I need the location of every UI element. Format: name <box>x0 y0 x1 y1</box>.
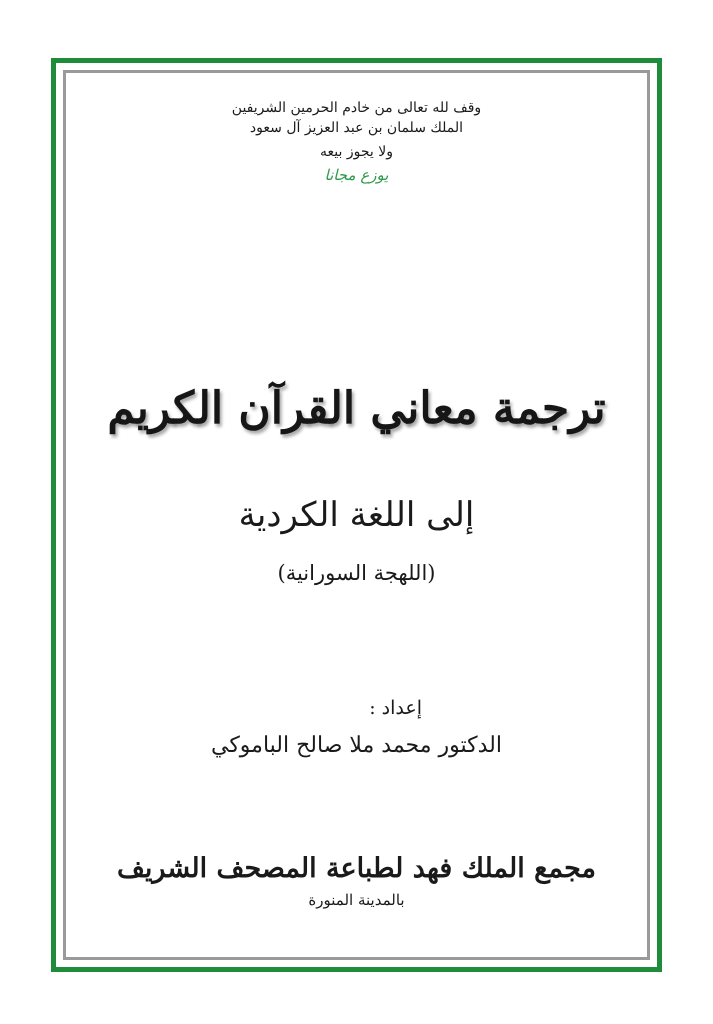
main-title: ترجمة معاني القرآن الكريم <box>107 383 606 434</box>
page-frame-outer <box>51 58 662 972</box>
waqf-line-2: الملك سلمان بن عبد العزيز آل سعود <box>249 120 464 136</box>
publisher-name: مجمع الملك فهد لطباعة المصحف الشريف <box>116 853 597 884</box>
waqf-line-1: وقف لله تعالى من خادم الحرمين الشريفين <box>231 100 482 116</box>
title-page <box>66 73 647 957</box>
publisher-city: بالمدينة المنورة <box>308 891 405 909</box>
dialect-subtitle: (اللهجة السورانية) <box>277 561 436 585</box>
free-distribution-note: يوزع مجانا <box>324 166 389 184</box>
author-name: الدكتور محمد ملا صالح الباموكي <box>210 733 502 758</box>
prepared-by-label: إعداد : <box>369 697 422 719</box>
language-subtitle: إلى اللغة الكردية <box>238 495 475 535</box>
page-frame-inner <box>63 70 650 960</box>
waqf-line-3: ولا يجوز بيعه <box>320 144 393 160</box>
